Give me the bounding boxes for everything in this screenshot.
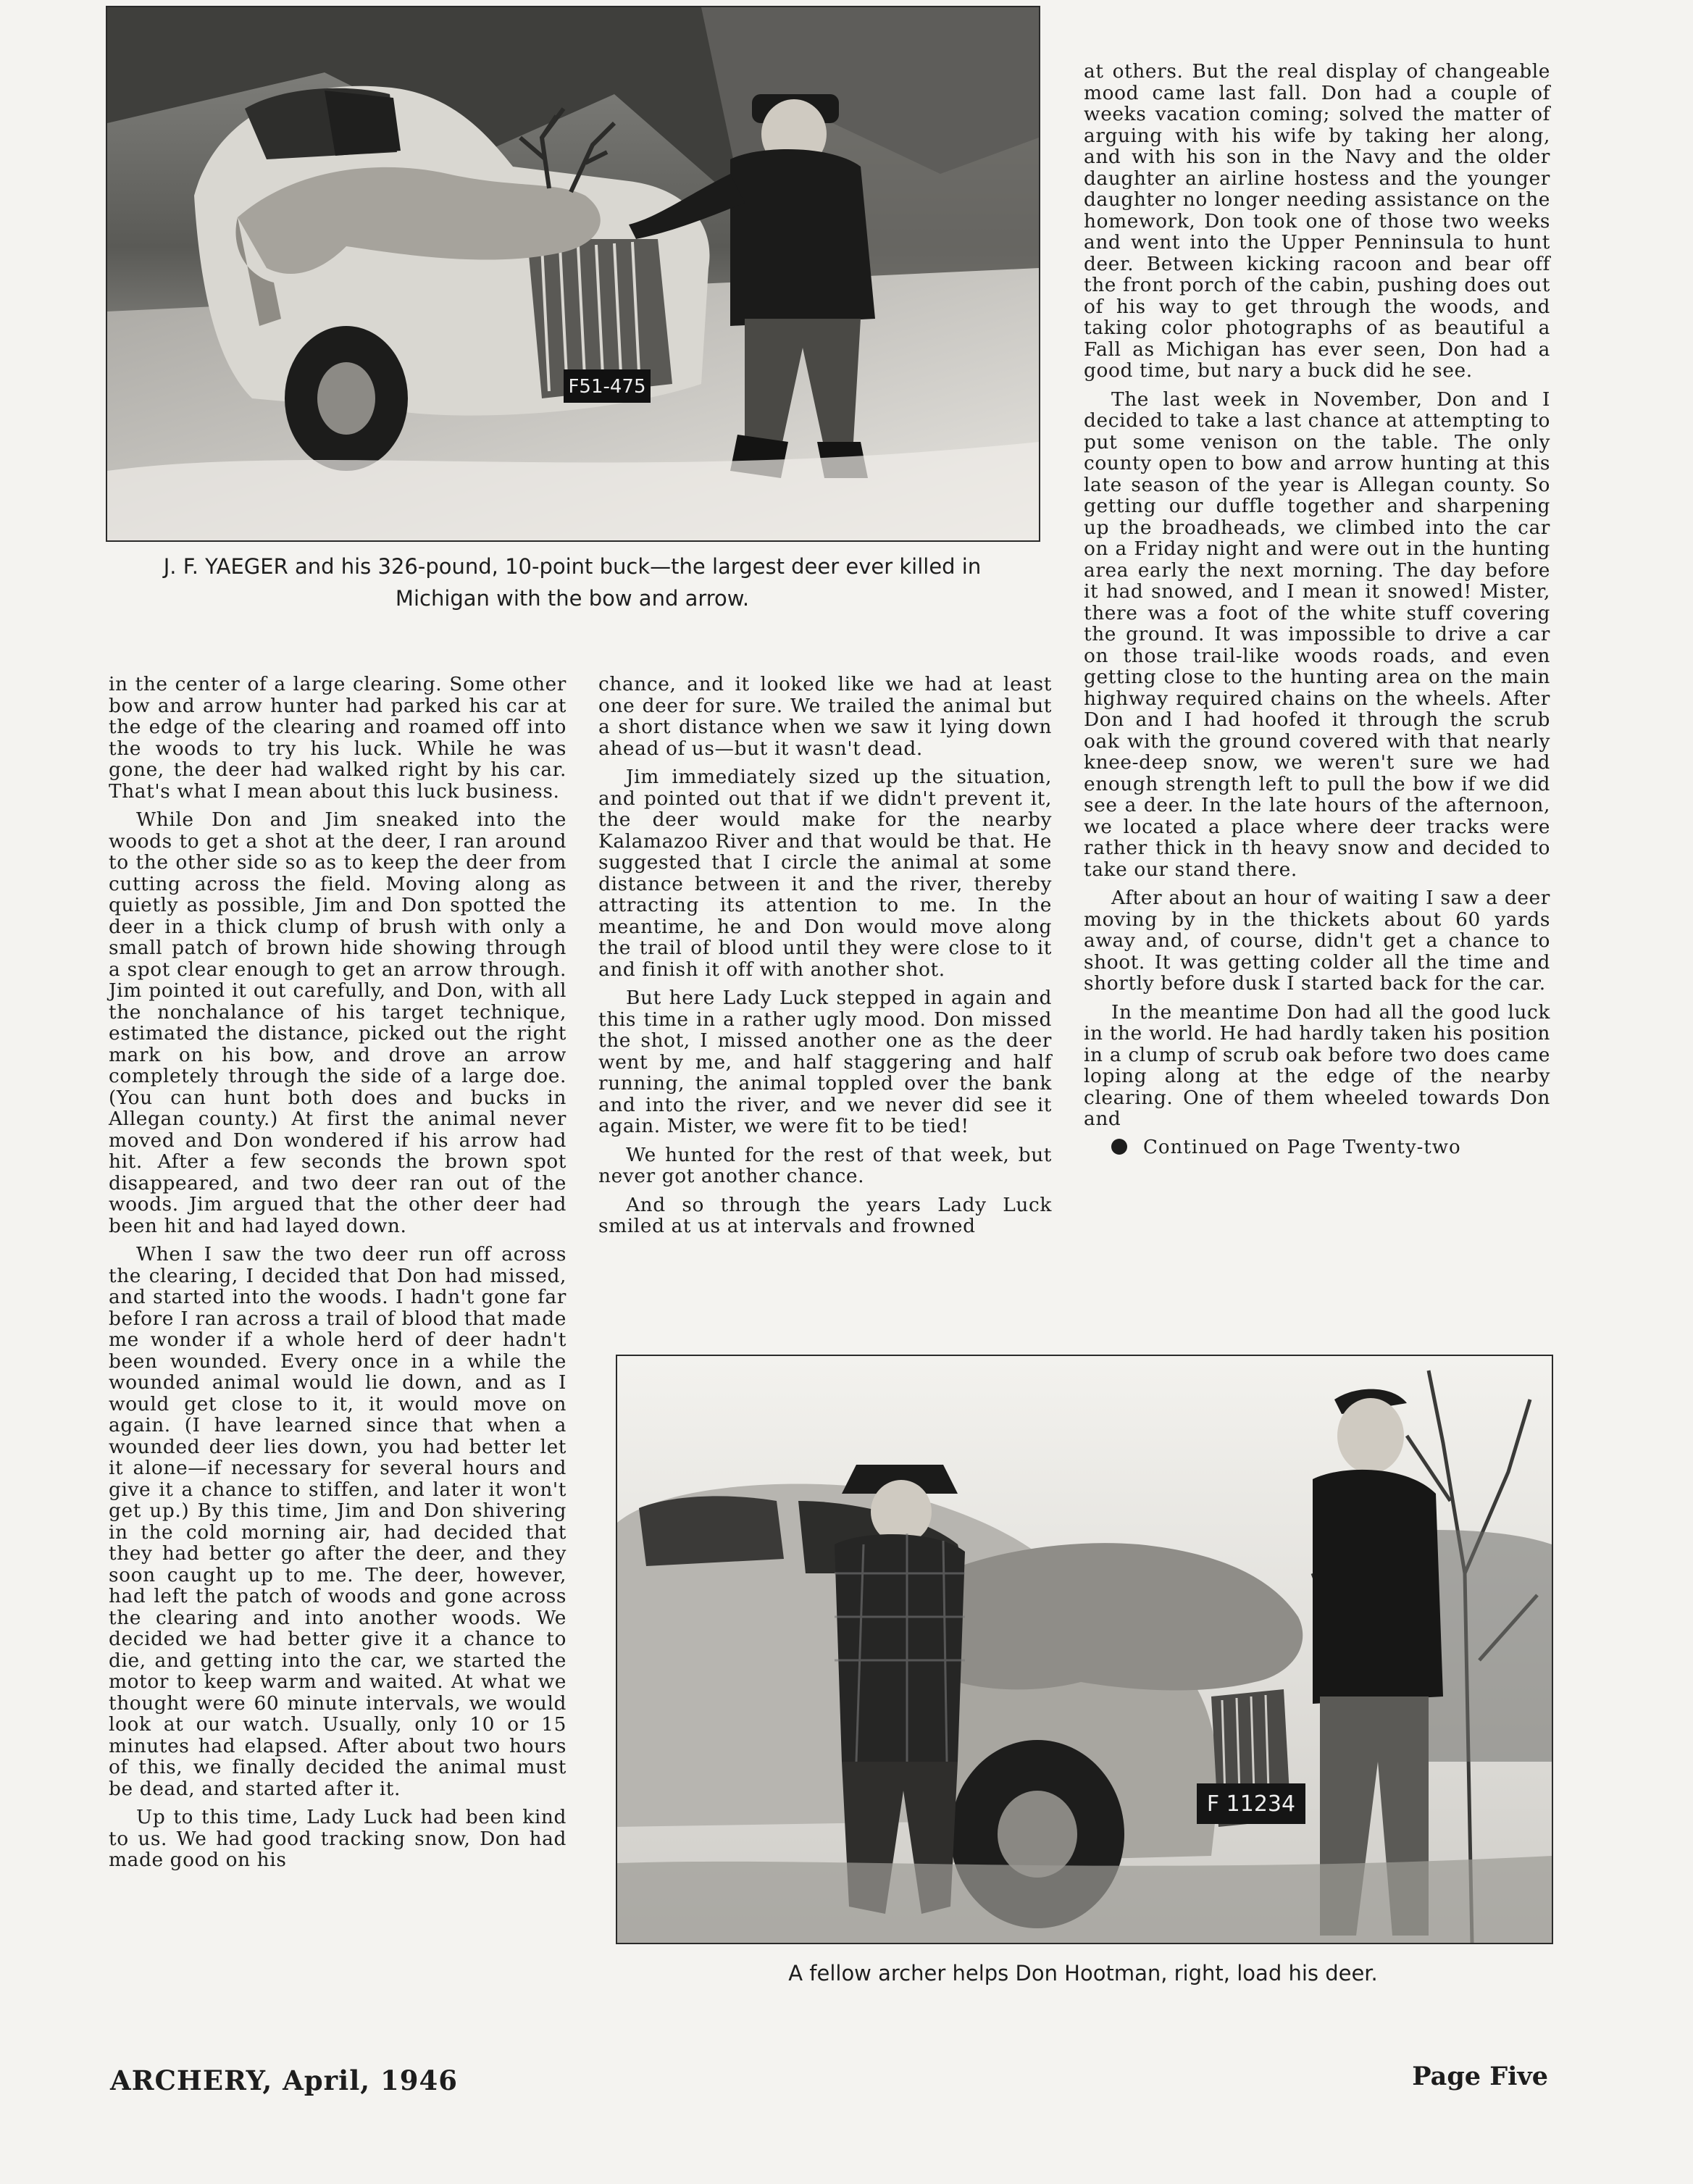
article-column-3 <box>1084 61 1550 1166</box>
article-column-2 <box>598 674 1052 1244</box>
continued-note[interactable] <box>1084 1137 1550 1159</box>
paragraph: Up to this time, Lady Luck had been kind to us. We had good tracking snow, Don had made good on his <box>109 1806 567 1871</box>
plate-top: F51-475 <box>568 376 646 398</box>
paragraph: The last week in November, Don and I decided to take a last chance at attempting to put some venison on the table. The only county open to bow and arrow hunting at this late season of the year is Allegan county. So getting our duffle together and sharpening up the broadheads, we climbed into the car on a Friday night and were out in the hunting area early the next morning. The day before it had snowed, and I mean it snowed! Mister, there was a foot of the white stuff covering the ground. It was impossible to drive a car on those trail-like woods roads, and even getting close to the hunting area on the main highway required chains on the wheels. After Don and I had hoofed it through the scrub oak with the ground covered with that nearly knee-deep snow, we weren't sure we had enough strength left to pull the bow if we did see a deer. In the late hours of the afternoon, we located a place where deer tracks were rather thick in th heavy snow and decided to take our stand there. <box>1084 388 1550 881</box>
photo-yaeger-buck <box>106 6 1040 542</box>
bullet-icon <box>1111 1139 1127 1155</box>
paragraph: While Don and Jim sneaked into the woods to get a shot at the deer, I ran around to the other side so as to keep the deer from cutting across the field. Moving along as quietly as possible, Jim and Don spotted the deer in a thick clump of brush with only a small patch of brown hide showing through a spot clear enough to get an arrow through. Jim pointed it out carefully, and Don, with all the nonchalance of his target technique, estimated the distance, picked out the right mark on his bow, and drove an arrow completely through the side of a large doe. (You can hunt both does and bucks in Allegan county.) At first the animal never moved and Don wondered if his arrow had hit. After a few seconds the brown spot disappeared, and two deer ran out of the woods. Jim argued that the other deer had been hit and had layed down. <box>109 808 567 1237</box>
photo-hootman-deer <box>616 1355 1553 1944</box>
paragraph: chance, and it looked like we had at least one deer for sure. We trailed the animal but a short distance when we saw it lying down ahead of us—but it wasn't dead. <box>598 673 1052 760</box>
paragraph: in the center of a large clearing. Some other bow and arrow hunter had parked his car at the edge of the clearing and roamed off into the woods to try his luck. While he was gone, the deer had walked right by his car. That's what I mean about this luck business. <box>109 673 567 803</box>
photo-hootman-deer-image <box>617 1356 1552 1943</box>
paragraph: When I saw the two deer run off across the clearing, I decided that Don had missed, and started into the woods. I hadn't gone far before I ran across a trail of blood that made me wonder if a whole herd of deer hadn't been wounded. Every once in a while the wounded animal would lie down, and as I would get close to it, it would move on again. (I have learned since that when a wounded deer lies down, you had better let it alone—if necessary for several hours and give it a chance to stiffen, and later it won't get up.) By this time, Jim and Don shivering in the cold morning air, had decided that they had better go after the deer, and they soon caught up to me. The deer, however, had left the patch of woods and gone across the clearing and into another woods. We decided we had better give it a chance to die, and getting into the car, we started the motor to keep warm and waited. At what we thought were 60 minute intervals, we would look at our watch. Usually, only 10 or 15 minutes had elapsed. After about two hours of this, we finally decided the animal must be dead, and started after it. <box>109 1243 567 1800</box>
paragraph: Jim immediately sized up the situation, and pointed out that if we didn't prevent it, the deer would make for the nearby Kalamazoo River and that would be that. He suggested that I circle the animal at some distance between it and the river, thereby attracting its attention to me. In the meantime, he and Don would move along the trail of blood until they were close to it and finish it off with another shot. <box>598 766 1052 981</box>
article-column-1 <box>109 674 567 1878</box>
plate-bottom: F 11234 <box>1206 1791 1296 1817</box>
paragraph: After about an hour of waiting I saw a deer moving by in the thickets about 60 yards away and, of course, didn't get a chance to shoot. It was getting colder all the time and shortly before dusk I started back for the car. <box>1084 887 1550 995</box>
magazine-footer: ARCHERY, April, 1946 <box>110 2064 459 2096</box>
page-number: Page Five <box>1412 2062 1548 2091</box>
paragraph: We hunted for the rest of that week, but never got another chance. <box>598 1143 1052 1187</box>
photo-yaeger-buck-image <box>107 7 1039 540</box>
paragraph: But here Lady Luck stepped in again and this time in a rather ugly mood. Don missed the shot, I missed another one as the deer went by me, and half staggering and half running, the animal toppled over the bank and into the river, and we never did see it again. Mister, we were fit to be tied! <box>598 987 1052 1137</box>
paragraph: In the meantime Don had all the good luck in the world. He had hardly taken his position in a clump of scrub oak before two does came loping along at the edge of the nearby clearing. One of them wheeled towards Don and <box>1084 1000 1550 1130</box>
caption-bottom: A fellow archer helps Don Hootman, right, load his deer. <box>788 1961 1378 1986</box>
paragraph: And so through the years Lady Luck smiled at us at intervals and frowned <box>598 1193 1052 1237</box>
continued-label: Continued on Page Twenty-two <box>1143 1136 1461 1158</box>
paragraph: at others. But the real display of changeable mood came last fall. Don had a couple of weeks vacation coming; solved the matter of arguing with his wife by taking her along, and with his son in the Navy and the older daughter an airline hostess and the younger daughter no longer needing assistance on the homework, Don took one of those two weeks and went into the Upper Penninsula to hunt deer. Between kicking racoon and bear off the front porch of the cabin, pushing does out of his way to get through the woods, and taking color photographs of as beautiful a Fall as Michigan has ever seen, Don had a good time, but nary a buck did he see. <box>1084 60 1550 382</box>
caption-top: J. F. YAEGER and his 326-pound, 10-point buck—the largest deer ever killed in Michigan with the bow and arrow. <box>163 554 982 611</box>
